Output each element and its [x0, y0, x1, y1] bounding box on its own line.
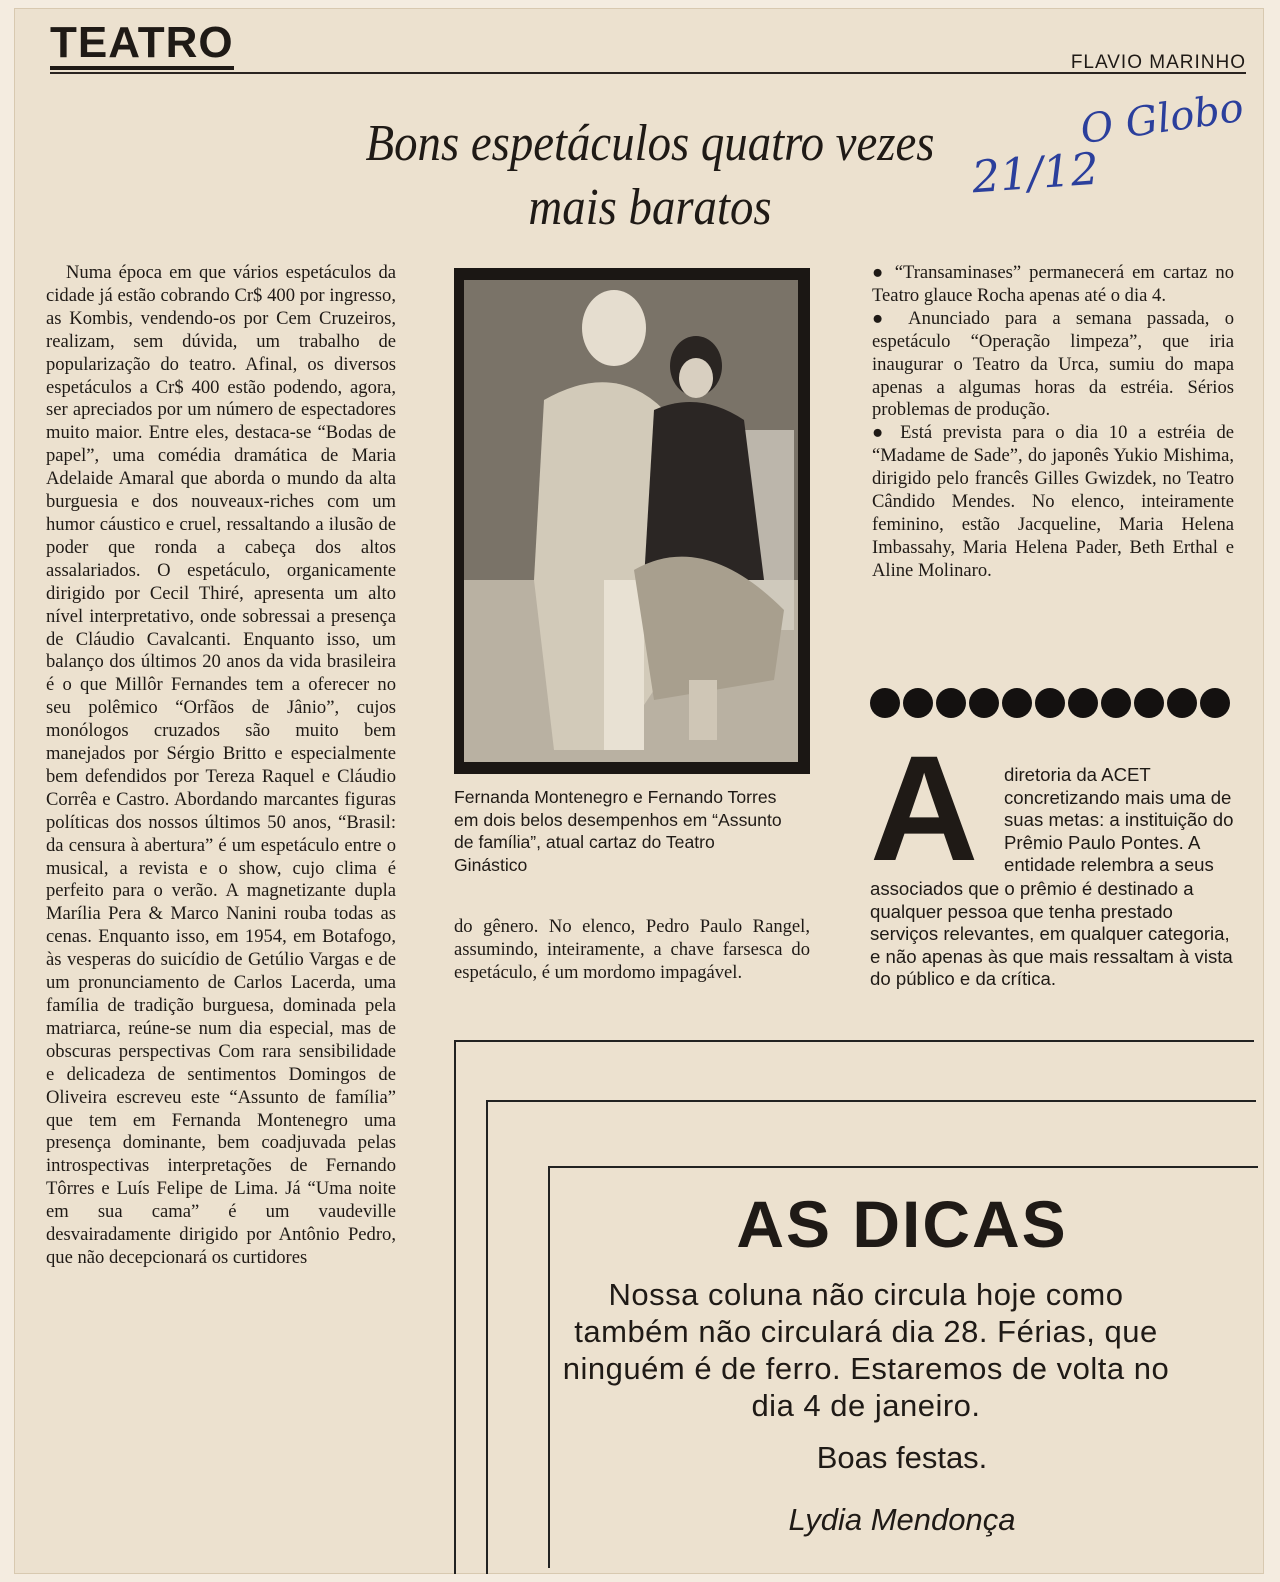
photo-caption: Fernanda Montenegro e Fernando Torres em dois belos desempenhos em “Assunto de família”, atual cartaz do Teatro Ginástico: [454, 787, 782, 875]
dicas-title: AS DICAS: [736, 1187, 1068, 1261]
dicas-signature: Lydia Mendonça: [788, 1502, 1016, 1537]
dot-icon: [1068, 688, 1098, 718]
dicas-greeting: Boas festas.: [816, 1440, 988, 1475]
section-title: TEATRO: [50, 20, 234, 70]
note-item: ● Está prevista para o dia 10 a estréia de “Madame de Sade”, do japonês Yukio Mishima, dirigido pelo francês Gilles Gwizdek, no Teatro Cândido Mendes. No elenco, inteiramente feminino, estão Jacqueline, Maria Helena Imbassahy, Maria Helena Pader, Beth Erthal e Aline Molinaro.: [872, 422, 1234, 581]
dot-icon: [969, 688, 999, 718]
acet-text-top: diretoria da ACET concretizando mais uma de suas metas: a instituição do Prêmio Paulo Pontes. A entidade relembra a seus: [1004, 764, 1234, 876]
dot-icon: [1200, 688, 1230, 718]
dot-icon: [1167, 688, 1197, 718]
dot-icon: [936, 688, 966, 718]
dot-icon: [1002, 688, 1032, 718]
box-rule: [454, 1040, 456, 1574]
drop-cap: A: [870, 724, 979, 892]
bullet-icon: ●: [872, 262, 895, 283]
photo-image: [464, 280, 798, 762]
dot-icon: [870, 688, 900, 718]
dot-divider: [870, 688, 1233, 723]
dot-icon: [1134, 688, 1164, 718]
headline: Bons espetáculos quatro vezes mais baratos: [365, 115, 935, 236]
header-rule: [50, 72, 1246, 74]
handwritten-date: 21/12: [970, 143, 1101, 204]
article-column-1: Numa época em que vários espetáculos da cidade já estão cobrando Cr$ 400 por ingresso, as Kombis, vendendo-os por Cem Cruzeiros, realizam, sem dúvida, um trabalho de popularização do teatro. Afinal, os diversos espetáculos a Cr$ 400 estão podendo, agora, ser apreciados por um número de espectadores muito maior. Entre eles, destaca-se “Bodas de papel”, uma comédia dramática de Maria Adelaide Amaral que aborda o mundo da alta burguesia e dos nouveaux-riches com um humor cáustico e cruel, ressaltando a ilusão de poder que ronda a cabeça dos altos assalariados. O espetáculo, organicamente dirigido por Cecil Thiré, apresenta um alto nível interpretativo, onde sobressai a presença de Cláudio Cavalcanti. Enquanto isso, um balanço dos últimos 20 anos da vida brasileira é o que Millôr Fernandes tem a oferecer no seu polêmico “Orfãos de Jânio”, cujos monólogos cruzados são muito bem manejados por Sérgio Britto e especialmente bem defendidos por Tereza Raquel e Cláudio Corrêa e Castro. Abordando marcantes figuras políticas dos nossos últimos 50 anos, “Brasil: da censura à abertura” é um espetáculo entre o musical, a revista e o show, cujo clima é perfeito para o verão. A magnetizante dupla Marília Pera & Marco Nanini rouba todas as cenas. Enquanto isso, em 1954, em Botafogo, às vesperas do suicídio de Getúlio Vargas e de um pronunciamento de Carlos Lacerda, uma família de tradição burguesa, dominada pela matriarca, reúne-se num dia especial, mas de obscuras perspectivas Com rara sensibilidade e delicadeza de sentimentos Domingos de Oliveira escreveu este “Assunto de família” que tem em Fernanda Montenegro uma presença dominante, bem coadjuvada pelas introspectivas interpretações de Fernando Tôrres e Luís Felipe de Lima. Já “Uma noite em sua cama” é um vaudeville desvairadamente dirigido por Antônio Pedro, que não decepcionará os curtidores: [46, 262, 396, 1268]
box-rule: [454, 1040, 1254, 1042]
bullet-icon: ●: [872, 307, 909, 329]
dot-icon: [1035, 688, 1065, 718]
note-item: ● Anunciado para a semana passada, o espetáculo “Operação limpeza”, que iria inaugurar o Teatro da Urca, sumiu do mapa apenas a algumas horas da estréia. Sérios problemas de produção.: [872, 307, 1234, 421]
bullet-icon: ●: [872, 422, 901, 444]
note-item: ● “Transaminases” permanecerá em cartaz no Teatro glauce Rocha apenas até o dia 4.: [872, 262, 1234, 306]
dot-icon: [903, 688, 933, 718]
box-rule: [486, 1100, 488, 1574]
article-column-2: do gênero. No elenco, Pedro Paulo Rangel, assumindo, inteiramente, a chave farsesca do espetáculo, é um mordomo impagável.: [454, 916, 810, 983]
dot-icon: [1101, 688, 1131, 718]
box-rule: [486, 1100, 1256, 1102]
handwritten-source: O Globo: [1077, 84, 1247, 154]
photo: [454, 268, 810, 774]
notes-column: [872, 262, 1234, 583]
acet-text-bottom: associados que o prêmio é destinado a qualquer pessoa que tenha prestado serviços relevantes, em qualquer categoria, e não apenas às que mais ressaltam à vista do público e da crítica.: [870, 878, 1233, 990]
byline: FLAVIO MARINHO: [1070, 52, 1246, 73]
photo-illustration: [464, 280, 798, 762]
dicas-body: Nossa coluna não circula hoje como também não circulará dia 28. Férias, que ninguém é de ferro. Estaremos de volta no dia 4 de janeiro.: [562, 1277, 1170, 1423]
